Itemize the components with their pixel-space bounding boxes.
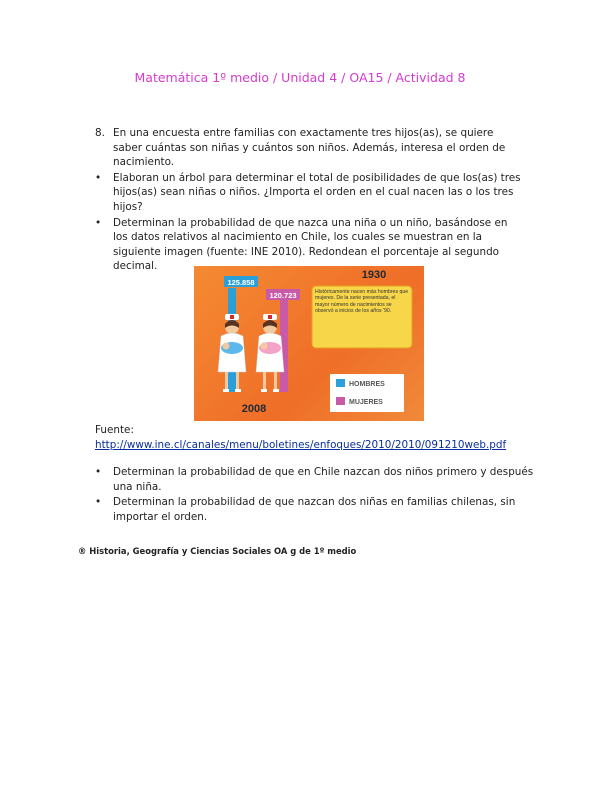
source-link[interactable]: http://www.ine.cl/canales/menu/boletines/enfoques/2010/2010/091210web.pdf bbox=[95, 438, 507, 451]
question-block bbox=[95, 126, 525, 275]
list-item: • Elaboran un árbol para determinar el total de posibilidades de que los(as) tres hijos(as) sean niñas o niños. ¿Importa el orden en el cual nacen las o los tres hijos? bbox=[95, 171, 521, 213]
infographic-art bbox=[194, 266, 424, 421]
bullet-icon: • bbox=[95, 216, 102, 229]
year-2008-label: 2008 bbox=[241, 403, 267, 415]
list-item: • Determinan la probabilidad de que en Chile nazcan dos niños primero y después una niña. bbox=[95, 466, 534, 493]
legend-mujeres: MUJERES bbox=[349, 399, 383, 406]
legend-hombres: HOMBRES bbox=[349, 381, 385, 388]
source-label: Fuente: bbox=[95, 424, 134, 436]
legend-swatch-hombres bbox=[336, 379, 345, 387]
note-text: Históricamente nacen más hombres que mujeres. De la serie presentada, el mayor número de nacimientos se observó a inicios de los años '90. bbox=[315, 289, 409, 315]
hombres-value: 125.858 bbox=[227, 278, 255, 287]
births-infographic bbox=[194, 266, 424, 421]
question-text: En una encuesta entre familias con exactamente tres hijos(as), se quiere saber cuántas son niñas y cuántos son niños. Además, interesa el orden de nacimiento. bbox=[113, 127, 506, 169]
bullet-icon: • bbox=[95, 466, 102, 478]
footer-note: ® Historia, Geografía y Ciencias Sociales OA g de 1º medio bbox=[78, 546, 357, 556]
list-item: • Determinan la probabilidad de que nazcan dos niñas en familias chilenas, sin importar el orden. bbox=[95, 496, 516, 523]
mujeres-value: 120.723 bbox=[269, 291, 297, 300]
question-number: 8. bbox=[95, 127, 105, 139]
year-1930-label: 1930 bbox=[361, 269, 387, 281]
legend-swatch-mujeres bbox=[336, 397, 345, 405]
list-item: • Determinan la probabilidad de que nazca una niña o un niño, basándose en los datos relativos al nacimiento en Chile, los cuales se muestran en la siguiente imagen (fuente: INE 2010). Redondean el porcentaje al segundo decimal. bbox=[95, 216, 508, 273]
bullet-icon: • bbox=[95, 496, 102, 509]
page-title: Matemática 1º medio / Unidad 4 / OA15 / Actividad 8 bbox=[134, 70, 466, 85]
activity-bullets bbox=[95, 465, 535, 525]
bullet-icon: • bbox=[95, 171, 102, 184]
nurse-right-illustration bbox=[256, 314, 284, 392]
question-8 bbox=[95, 126, 525, 170]
source-block bbox=[95, 423, 506, 452]
